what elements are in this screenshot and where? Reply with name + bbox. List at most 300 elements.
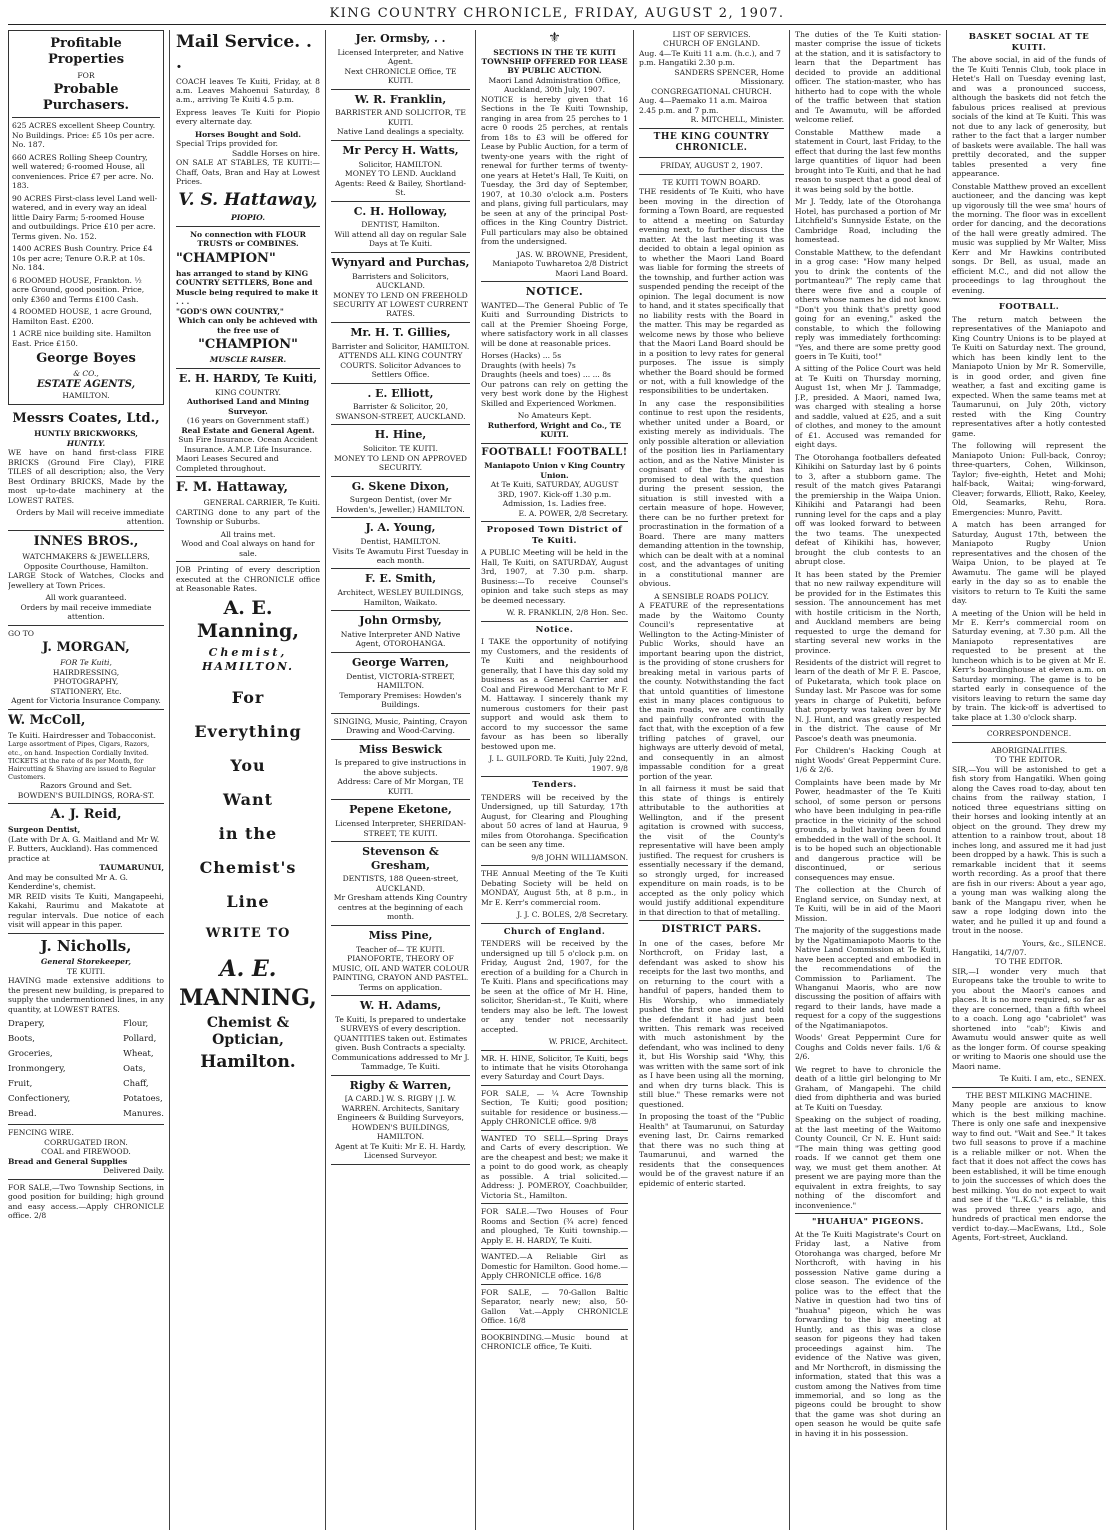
nicholls-text: HAVING made extensive additions to the present new building, is prepared to supply the undermentioned lines, in any quantity, at LOWEST RATES. [8, 976, 164, 1014]
card-name: George Warren, [352, 655, 449, 669]
reid-title: A. J. Reid, [50, 807, 122, 823]
article-paragraph: Constable Matthew, to the defendant in a grog case: "How many helped you to drink the contents of the portmanteau?" The reply came that there were five and a couple of others whose names he did not know. "Don't you think that's pretty good going for an evening," asked the constable, to which the following reply was immediately forthcoming: "Yes, and there are some pretty good goers in Te Kuiti, too!" [795, 247, 941, 361]
congregational-services: Aug. 4—Paemako 11 a.m. Mairoa 2.45 p.m. and 7 p.m. [639, 96, 768, 115]
basket-heading: BASKET SOCIAL AT TE KUITI. [968, 32, 1090, 53]
proposed-heading: Proposed Town District of Te Kuiti. [486, 525, 623, 546]
franklin-sig: W. R. FRANKLIN, 2/8 Hon. Sec. [506, 608, 628, 618]
article-paragraph: THE residents of Te Kuiti, who have been moving in the direction of forming a Town Board, are requested to attend a meeting on Saturday evening next, to further discuss the matter. At the last meeting it was decided to obtain a legal opinion as to whether the Maori Land Board was liable for forming the streets of the township, and further action was suspended pending the receipt of the opinion. The legal document is now to hand, and it states specifically that no liability rests with the Board in the matter. This may be regarded as welcome news by those who believe that the Maori Land Board should be in a position to levy rates for general purposes. The issue is simply whether the Board should be formed or not, with a full knowledge of the responsibilities to be undertaken. [639, 187, 784, 396]
divider [331, 568, 470, 569]
divider [331, 89, 470, 90]
article-paragraph: Many people are anxious to know which is the best milking machine. There is only one safe and inexpensive way to find out. "Wait and See." It takes two full seasons to prove if a machine is a reliable milker or not. When the fact that it does not affect the cows has been established, it will be time enough to join the successes of which does the best milking. You do not expect to wait and see if the "L.K.G." is reliable, this was proved three years ago, and hundreds of practical men endorse the verdict to-day.—MacEwans, Ltd., Sole Agents, Fort-street, Auckland. [952, 1100, 1106, 1243]
divider [639, 920, 784, 921]
article-paragraph: We regret to have to chronicle the death of a little girl belonging to Mr Graham, of Mangapehi. The child died from diphtheria and was buried at Te Kuiti on Tuesday. [795, 1064, 941, 1112]
divider [481, 621, 628, 622]
tenders-heading: Tenders. [532, 780, 577, 791]
fm-hattaway-carting: CARTING done to any part of the Township or Suburbs. [176, 507, 320, 527]
goods-list [8, 1017, 164, 1121]
column-rule [325, 30, 326, 1530]
boles-sig: J. J. C. BOLES, 2/8 Secretary. [517, 910, 628, 920]
manning-line: in the [218, 823, 278, 843]
milking-heading: THE BEST MILKING MACHINE. [965, 1090, 1093, 1100]
divider [176, 226, 320, 227]
sections-notice: NOTICE is hereby given that 16 Sections in the Te Kuiti Township, ranging in area from 25 perches to 1 acre 0 roods 25 perches, at rentals from 18s to £3 will be offered for Lease by Public Auction, for a term of twenty-one years with the right of renewal for further terms of twenty-one years at Hetet's Hall, Te Kuiti, on Tuesday, the 3rd day of September, 1907, at 10.30 o'clock a.m. Posters and plans, giving full particulars, may be seen at any of the principal Post-offices in the King Country District. Full particulars may also be obtained from the undersigned. [481, 94, 628, 247]
manning-name-2: MANNING, [179, 985, 317, 1012]
column-1 [8, 30, 164, 1530]
card-detail: Architect, WESLEY BUILDINGS, Hamilton, Waikato. [337, 588, 464, 607]
agent-town: HAMILTON. [62, 391, 110, 401]
crest-icon: ⚜ [548, 30, 561, 46]
article-paragraph: A match has been arranged for Saturday, August 17th, between the Maniapoto Rugby Union representatives and the chosen of the Waipa Union, to be played at Te Awamutu. The game will be played early in the day so as to enable the visitors to return to Te Kuiti the same day. [952, 520, 1106, 606]
divider [639, 157, 784, 158]
card-note: MONEY TO LEND ON APPROVED SECURITY. [334, 453, 467, 473]
reid-consult: And may be consulted Mr A. G. Kenderdine's, chemist. [8, 872, 128, 892]
article-paragraph: In proposing the toast of the "Public Health" at Taumarunui, on Saturday evening last, Dr. Cairns remarked that there was no such thing at Taumarunui, and warned the residents that the consequences would be of the gravest nature if an epidemic of enteric started. [639, 1112, 784, 1188]
divider [331, 739, 470, 740]
for-sale-sections: FOR SALE,—Two Township Sections, in good position for building; high ground and easy access.—Apply CHRONICLE office. 2/8 [8, 1182, 164, 1221]
column-3 [331, 30, 470, 1530]
goods-item: Ironmongery, [8, 1063, 66, 1074]
professional-card [331, 656, 470, 710]
guilford-sig: J. L. GUILFORD. Te Kuiti, July 22nd, 1907. 9/8 [489, 754, 628, 773]
column-rule [946, 30, 947, 1530]
price-line: Draughts (heels and toes) ... ... 8s [481, 370, 611, 380]
morgan-agent: Agent for Victoria Insurance Company. [11, 696, 161, 706]
divider [8, 1179, 164, 1180]
article-paragraph: Residents of the district will regret to learn of the death of Mr F. E. Pascoe, of Puketarata, which took place on Sunday last. Mr Pascoe was for some years in charge of Puketiti, before that property was taken over by Mr N. J. Hunt, and was greatly respected in the district. The cause of Mr Pascoe's death was pneumonia. [795, 658, 941, 743]
divider [952, 742, 1106, 743]
divider [331, 799, 470, 800]
divider [331, 201, 470, 202]
champion-title-2: "CHAMPION" [198, 337, 298, 353]
innes-orders: Orders by mail receive immediate attention. [20, 602, 152, 622]
manning-line: You [230, 755, 266, 775]
huahua-heading: "HUAHUA" PIGEONS. [812, 1217, 924, 1228]
divider [12, 117, 160, 118]
divider [8, 625, 164, 626]
divider [795, 1213, 941, 1214]
fm-hattaway-trains: All trains met. [220, 529, 276, 539]
card-detail: BARRISTER AND SOLICITOR, TE KUITI. [335, 108, 466, 127]
article-paragraph: At the Te Kuiti Magistrate's Court on Friday last, a Native from Otorohanga was charged, before Mr Northcroft, with having in his possession Native game during a close season. The evidence of the police was to the effect that the Native in question had two tins of "huahua" pigeon, which he was forwarding to the big meeting at Huntly, and as this was a close season for pigeons they had taken proceedings against him. The evidence of the Native was given, and Mr Northcroft, in dismissing the information, stated that this was a custom among the Natives from time immemorial, and so long as the pigeons could be brought to show that the game was shot during an open season he would be quite safe in having it in his possession. [795, 1229, 941, 1438]
spencer-sig: SANDERS SPENCER, Home Missionary. [674, 67, 784, 87]
professional-card [331, 845, 470, 922]
coe-services: Aug. 4—Te Kuiti 11 a.m. (h.c.), and 7 p.m. Hangatiki 2.30 p.m. [639, 48, 781, 68]
congregational-heading: CONGREGATIONAL CHURCH. [651, 86, 772, 96]
reid-history: (Late with Dr A. G. Maitland and Mr W. F. Butters, Auckland). Has commenced practice at [8, 834, 160, 863]
divider [8, 709, 164, 710]
divider [481, 1085, 628, 1086]
manning-line: Everything [194, 721, 302, 741]
manning-optician: Chemist & Optician, [206, 1014, 290, 1049]
article-paragraph: The above social, in aid of the funds of the Te Kuiti Tennis Club, took place in Hetet's Hall on Tuesday evening last, and was a pronounced success, although the baskets did not fetch the fabulous prices realised at previous socials of the kind at Te Kuiti. This was not due to any lack of generosity, but rather to the fact that a larger number of baskets were available. The hall was prettily decorated, and the supper tables presented a very fine appearance. [952, 55, 1106, 179]
goods-item: Wheat, [123, 1049, 154, 1060]
card-detail: Native Interpreter AND Native Agent, OTOROHANGA. [340, 629, 461, 649]
divider [176, 561, 320, 562]
innes-trade: WATCHMAKERS & JEWELLERS, [22, 552, 150, 562]
professional-card [331, 572, 470, 607]
nicholls-town: TE KUITI. [66, 966, 106, 976]
manning-town: HAMILTON. [201, 659, 295, 673]
to-editor: TO THE EDITOR. [995, 957, 1063, 967]
fm-hattaway-title: F. M. Hattaway, [176, 480, 289, 496]
card-detail: Solicitor, HAMILTON. [358, 159, 443, 169]
divider [331, 1164, 470, 1165]
divider [481, 1203, 628, 1204]
professional-card [331, 256, 470, 319]
column-2 [176, 30, 320, 1530]
coach-schedule: COACH leaves Te Kuiti, Friday, at 8 a.m. Leaves Mahoenui Saturday, 8 a.m., arriving Te Kuiti 4.5 p.m. [176, 76, 320, 105]
to-editor: TO THE EDITOR. [995, 755, 1063, 765]
no-amateurs: No Amateurs Kept. [517, 411, 592, 421]
silence-sig: Yours, &c., SILENCE. [1022, 938, 1106, 948]
column-rule [475, 30, 476, 1530]
browne-sig: JAS. W. BROWNE, President, Maniapoto Tuwharetoa 2/8 District Maori Land Board. [492, 249, 628, 278]
coates-orders: Orders by Mail will receive immediate attention. [16, 507, 164, 527]
manning-chemist: Chemist, [208, 646, 288, 660]
card-detail: [A CARD.] W. S. RIGBY | J. W. WARREN. Architects, Sanitary Engineers & Building Surveyors, HOWDEN'S BUILDINGS, HAMILTON. [337, 1094, 464, 1142]
card-note: ATTENDS ALL KING COUNTRY COURTS. Solicitor Advances to Settlers Office. [338, 351, 463, 380]
manning-line: Want [223, 789, 273, 809]
divider [331, 424, 470, 425]
mccoll-razors: Razors Ground and Set. [39, 781, 133, 791]
professional-card [331, 743, 470, 797]
price-sig: W. PRICE, Architect. [548, 1037, 628, 1047]
professional-card [331, 205, 470, 249]
goods-item: Boots, [8, 1034, 35, 1045]
paper-title: THE KING COUNTRY CHRONICLE. [653, 131, 770, 154]
coates-text: WE have on hand first-class FIRE BRICKS (Ground Fire Clay), FIRE TILES of all description; also, the Very Best Ordinary BRICKS, Made by the most up-to-date machinery at the LOWEST RATES. [8, 448, 164, 505]
divider [639, 174, 784, 175]
divider [331, 995, 470, 996]
card-name: W. H. Adams, [359, 999, 442, 1013]
bread-delivery: Delivered Daily. [103, 1166, 164, 1176]
goods-item: Oats, [123, 1063, 146, 1074]
wanted-to-sell-ad: WANTED TO SELL—Spring Drays and Carts of every description. We are the cheapest and best; we make it a point to do good work, as cheaply as possible. A trial solicited.—Address: J. POMEROY, Coachbuilder, Victoria St., Hamilton. [481, 1133, 628, 1200]
rutherford-sig: Rutherford, Wright and Co., TE KUITI. [487, 420, 622, 440]
article-paragraph: The duties of the Te Kuiti station-master comprise the issue of tickets at the station, and it is satisfactory to learn that the Department has decided to provide an additional officer. The station-master, who has hitherto had to cope with the whole of the traffic between that station and Te Awamutu, will be afforded welcome relief. [795, 30, 941, 125]
mitchell-sig: R. MITCHELL, Minister. [690, 115, 784, 125]
goods-item: Chaff, [123, 1078, 149, 1089]
agent-title: ESTATE AGENTS, [36, 378, 136, 390]
horses-line: Horses Bought and Sold. [194, 129, 302, 139]
card-name: Wynyard and Purchas, [331, 255, 470, 269]
divider [481, 865, 628, 866]
trips-line: Special Trips provided for. [176, 139, 278, 149]
manning-name: A. E. [219, 955, 277, 982]
champion-quote: "GOD'S OWN COUNTRY," [176, 306, 284, 316]
senex-sig: Te Kuiti. I am, etc., SENEX. [999, 1074, 1106, 1084]
divider [481, 443, 628, 444]
property-listing: 1 ACRE nice building site. Hamilton East. Price £150. [12, 329, 152, 348]
innes-title: INNES BROS., [33, 533, 139, 549]
card-note: Native Land dealings a specialty. [337, 127, 464, 137]
divider [481, 521, 628, 522]
no-connection: No connection with FLOUR TRUSTS or COMBINES. [190, 229, 306, 249]
card-note: Agent at Te Kuiti: Mr E. H. Hardy, Licensed Surveyor. [335, 1141, 466, 1161]
divider [481, 1130, 628, 1131]
letter-date: Hangatiki, 14/7/07. [952, 947, 1027, 957]
divider [331, 610, 470, 611]
professional-card [331, 32, 470, 86]
divider [176, 476, 320, 477]
power-sig: E. A. POWER, 2/8 Secretary. [518, 508, 628, 518]
property-listing: 660 ACRES Rolling Sheep Country, well watered; 6-roomed House, all conveniences. Price £7 per acre. No. 183. [12, 152, 154, 191]
professional-card [331, 999, 470, 1072]
divider [331, 383, 470, 384]
card-detail: Licensed Interpreter, SHERIDAN-STREET, TE KUITI. [335, 819, 466, 838]
article-paragraph: The following will represent the Maniapoto Union: Full-back, Conroy; three-quarters, Cohen, Wilkinson, Taylor; five-eighth, Hetet and Mohi; half-back, Waitai; wing-forward, Cleaver; forwards, Elliott, Rako, Keeley, Old, Seamarks, Rehu, Rora. Emergencies: Munro, Pavitt. [952, 441, 1106, 517]
services-heading: LIST OF SERVICES. [672, 30, 751, 39]
for-sale-ad: FOR SALE.—Two Houses of Four Rooms and Section (¾ acre) fenced and ploughed, Te Kuiti township.—Apply E. H. HARDY, Te Kuiti. [481, 1207, 628, 1245]
article-paragraph: Complaints have been made by Mr Power, headmaster of the Te Kuiti school, of some person or persons who have been indulging in pea-rifle practice in the vicinity of the school grounds, a bullet having been found embedded in the wall of the school. It is to be hoped such an objectionable and dangerous practice will be discontinued, or serious consequences may ensue. [795, 777, 941, 882]
divider [481, 923, 628, 924]
divider [176, 368, 320, 369]
divider [331, 252, 470, 253]
goods-item: Fruit, [8, 1078, 33, 1089]
professional-card [331, 803, 470, 838]
article-paragraph: In one of the cases, before Mr Northcroft, on Friday last, a defendant was asked to show his receipts for the last two months, and on returning to the court with a handful of papers, handed them to His Worship, who immediately pushed the first one aside and told the defendant it had just been written. This remark was received with much astonishment by the defendant, who was inclined to deny it, but His Worship said "Why, this was written with the same sort of ink as I have been using all the morning, and when dry turns black. This is still blue." These remarks were not questioned. [639, 938, 784, 1109]
divider [331, 476, 470, 477]
card-detail: Te Kuiti, Is prepared to undertake SURVEYS of every description. [334, 1014, 467, 1034]
fm-hattaway-wood: Wood and Coal always on hand for sale. [181, 539, 315, 558]
article-paragraph: A meeting of the Union will be held in Mr E. Kerr's commercial room on Saturday evening, at 7.30 p.m. All the Maniapoto representatives are requested to be present at the luncheon which is to be given at Mr E. Kerr's boardinghouse at eleven a.m. on Saturday morning. The game is to be started early in consequence of the visitors leaving to return the same day by train. The kick-off is advertised to take place at 1.30 o'clock sharp. [952, 608, 1106, 722]
divider [331, 1075, 470, 1076]
property-listing: 625 ACRES excellent Sheep Country. No Buildings. Price: £5 10s per acre. No. 187. [12, 121, 156, 150]
column-7 [952, 30, 1106, 1530]
card-note: Temporary Premises: Howden's Buildings. [339, 690, 462, 710]
nicholls-role: General Storekeeper, [40, 957, 132, 967]
card-note: Visits Te Awamutu First Tuesday in each month. [332, 546, 469, 565]
card-detail: Barrister and Solicitor, HAMILTON. [331, 341, 470, 351]
card-name: Rigby & Warren, [349, 1078, 452, 1092]
article-paragraph: In any case the responsibilities continue to rest upon the residents, whether united under a Board, or existing merely as individuals. The only possible alteration or alleviation of the position lies in Parliamentary action, and as the Native Minister is cognisant of the facts, and has promised to deal with the question during the present session, the situation is still invested with a certain measure of hope. However, there can be no further pretext for procrastination in the formation of a Board. There are many matters demanding attention in the township, which can be dealt with at a nominal cost, and the advantages of uniting in a constitutional manner are obvious. [639, 398, 784, 589]
professional-card [331, 717, 470, 736]
divider [952, 1087, 1106, 1088]
correspondence-heading: CORRESPONDENCE. [986, 729, 1072, 739]
reid-role: Surgeon Dentist, [8, 825, 81, 835]
guilford-notice: I TAKE the opportunity of notifying my Customers, and the residents of Te Kuiti and neighbourhood generally, that I have this day sold my business as a General Carrier and Coal and Firewood Merchant to Mr F. M. Hattaway. I sincerely thank my numerous customers for their past support and would ask them to accord to my successor the same favour as has been so liberally bestowed upon me. [481, 637, 628, 751]
hardy-leases: Maori Leases Secured and Completed throughout. [176, 454, 279, 473]
district-pars-heading: DISTRICT PARS. [661, 924, 762, 936]
hardy-region: KING COUNTRY. [215, 387, 281, 397]
properties-title: Profitable Properties [47, 36, 125, 68]
paper-date: FRIDAY, AUGUST 2, 1907. [660, 161, 763, 171]
divider [331, 140, 470, 141]
card-note: MONEY TO LEND. Auckland Agents: Reed & Bailey, Shortland-St. [335, 169, 466, 198]
manning-hamilton: Hamilton. [200, 1051, 296, 1072]
shoeing-patrons: Our patrons can rely on getting the very best work done by the Highest Skilled and Experienced Workmen. [481, 379, 628, 408]
card-name: J. A. Young, [365, 521, 436, 535]
article-paragraph: The return match between the representatives of the Maniapoto and King Country Unions is to be played at Te Kuiti on Saturday next. The ground, which has been kindly lent to the Maniapoto Union by Mr R. Somerville, is in good order, and given fine weather, a fast and exciting game is expected. When the same teams met at Taumarunui, on July 20th, victory rested with the King Country representatives after a hotly contested game. [952, 314, 1106, 438]
mccoll-address: BOWDEN'S BUILDINGS, RORA-ST. [17, 790, 155, 800]
divider [331, 517, 470, 518]
hattaway-title: V. S. Hattaway, [178, 189, 318, 210]
divider [331, 322, 470, 323]
goods-item: Groceries, [8, 1049, 53, 1060]
card-name: Miss Beswick [358, 742, 443, 756]
reid-town: TAUMARUNUI, [99, 863, 164, 873]
hardy-title: E. H. HARDY, Te Kuiti, [178, 371, 318, 385]
tenders-text: TENDERS will be received by the Undersigned, up till Saturday, 17th August, for Clearing and Ploughing about 50 acres of land at Haurua, 9 miles from Otorohanga. Specification can be seen any time. [481, 792, 628, 850]
job-printing: JOB Printing of every description executed at the CHRONICLE office at Reasonable Rates. [176, 565, 320, 594]
football-heading-2: FOOTBALL. [998, 302, 1060, 313]
aboriginalities-heading: ABORIGINALITIES. [990, 745, 1068, 755]
hardy-staff: (16 years on Government staff.) [186, 416, 310, 426]
card-detail: DENTIST, Hamilton. [361, 220, 440, 230]
divider [952, 298, 1106, 299]
mccoll-title: W. McColl, [8, 712, 86, 728]
card-detail: Dentist, HAMILTON. [360, 537, 441, 547]
price-line: Draughts (with heels) 7s [481, 360, 576, 370]
champion-title: "CHAMPION" [176, 250, 276, 266]
professional-card [331, 521, 470, 565]
morgan-for: FOR Te Kuiti, [60, 658, 112, 668]
williamson-sig: 9/8 JOHN WILLIAMSON. [531, 852, 628, 862]
board-heading: TE KUITI TOWN BOARD. [662, 177, 761, 187]
card-note: Terms on application. [358, 982, 443, 992]
card-detail: Solicitor. TE KUITI. [363, 444, 438, 454]
card-name: Mr Percy H. Watts, [342, 143, 459, 157]
article-paragraph: The Otorohanga footballers defeated Kihikihi on Saturday last by 6 points to 3, after a stubborn game. The result of the match gives Patarangi the premiership in the Waipa Union. Kihikihi and Patarangi had been running level for the caps and a play off was looked forward to between the two teams. The unexpected defeat of Kihikihi has, however, brought the club contests to an abrupt close. [795, 452, 941, 567]
morgan-line: PHOTOGRAPHY, [53, 677, 119, 687]
corrugated-iron: CORRUGATED IRON. [44, 1137, 128, 1147]
card-name: Stevenson & Gresham, [362, 844, 439, 872]
professional-card [331, 428, 470, 472]
article-paragraph: A FEATURE of the representations made by the Waitomo County Council's representative at Wellington to the Acting-Minister of Public Works, should have an important bearing upon the district, is the providing of stone crushers for breaking metal in various parts of the county. Notwithstanding the fact that untold quantities of limestone exist in many places contiguous to the main roads, we are continually and painfully confronted with the fact that, with the exception of a few trifling patches of gravel, our highways are utterly devoid of metal, and consequently in an almost impassable condition for a great portion of the year. [639, 601, 784, 781]
fm-hattaway-role: GENERAL CARRIER, Te Kuiti. [203, 498, 320, 508]
maori-office: Maori Land Administration Office, Auckland, 30th July, 1907. [488, 75, 621, 95]
article-paragraph: A sitting of the Police Court was held at Te Kuiti on Thursday morning, August 1st, when Mr J. Tammadge, J.P., presided. A Maori, named Iwa, was charged with stealing a horse and saddle, valued at £25, and a suit of clothes, and money to the amount of £1. Accused was remanded for eight days. [795, 364, 941, 450]
card-name: C. H. Holloway, [353, 204, 448, 218]
divider [8, 530, 164, 531]
card-note: Next CHRONICLE Office, TE KUITI. [344, 66, 457, 86]
article-paragraph: Mr J. Teddy, late of the Otorohanga Hotel, has purchased a portion of Mr Litchfield's Sunnyside Estate, on the Cambridge Road, including the homestead. [795, 197, 941, 245]
stables-sale: ON SALE AT STABLES, TE KUITI:—Chaff, Oats, Bran and Hay at Lowest Prices. [176, 158, 320, 187]
divider [481, 1284, 628, 1285]
innes-text: LARGE Stock of Watches, Clocks and Jewellery at Town Prices. [8, 571, 164, 590]
innes-address: Opposite Courthouse, Hamilton. [23, 561, 149, 571]
article-paragraph: Constable Matthew made a statement in Court, last Friday, to the effect that during the last few months large quantities of liquor had been brought into Te Kuiti, and that he had reason to suspect that a good deal of it was being sold by the bottle. [795, 127, 941, 194]
divider [481, 1050, 628, 1051]
goods-item: Flour, [123, 1019, 149, 1030]
column-rule [789, 30, 790, 1530]
property-listing: 4 ROOMED HOUSE, 1 acre Ground, Hamilton East. £200. [12, 307, 152, 326]
article-paragraph: Constable Matthew proved an excellent auctioneer, and the dancing was kept up vigorously till the wee sma' hours of the morning. The floor was in excellent order for dancing, and the decorations of the hall were greatly admired. The music was supplied by Mr Walter, Miss Kerr and Mr Hawkins contributed songs. Dr Bell, as usual, made an efficient M.C., and did not allow the proceedings to lag throughout the evening. [952, 181, 1106, 295]
wanted-ad: WANTED.—A Reliable Girl as Domestic for Hamilton. Good home.—Apply CHRONICLE office. 16/8 [481, 1252, 628, 1281]
divider [331, 713, 470, 714]
goods-item: Manures. [123, 1108, 164, 1119]
card-name: John Ormsby, [359, 614, 442, 628]
professional-card [331, 326, 470, 380]
for-sale-ad: FOR SALE, — 70-Gallon Baltic Separator, nearly new; also, 50-Gallon Vat.—Apply CHRONICLE Office. 16/8 [481, 1287, 628, 1326]
professional-card [331, 144, 470, 198]
express-schedule: Express leaves Te Kuiti for Piopio every alternate day. [176, 107, 320, 127]
card-detail: Is prepared to give instructions in the above subjects. [334, 758, 467, 777]
price-line: Horses (Hacks) ... 5s [481, 351, 562, 361]
goods-item: Drapery, [8, 1019, 45, 1030]
property-listing: 90 ACRES First-class level Land well-watered, and in every way an ideal little Dairy Farm; 5-roomed House and outbuildings. Price £10 per acre. Terms given. No. 152. [12, 193, 158, 241]
article-paragraph: Woods' Great Peppermint Cure for Coughs and Colds never fails. 1/6 & 2/6. [795, 1033, 941, 1062]
agent-name: George Boyes [36, 351, 136, 367]
morgan-line: STATIONERY, Etc. [50, 686, 122, 696]
fencing-wire: FENCING WIRE. [8, 1128, 74, 1138]
champion-text: has arranged to stand by KING COUNTRY SETTLERS, Bone and Muscle being required to make it . . . [176, 268, 319, 307]
letter-paragraph: SIR,—You will be astonished to get a fish story from Hangatiki. When going along the Caves road to-day, about ten chains from the railway station, I noticed three equestrians sitting on their horses and looking intently at an object on the ground. They drew my attention to a rainbow trout, about 18 inches long, and assured me it had just been dropped by a hawk. This is such a remarkable incident that it seems worth recording. As a proof that there are fish in our rivers: About a year ago, a young man was walking along the bank of the Mangapu river, when he saw a rope lodging down into the water, and he pulled it up and found a trout in the noose. [952, 764, 1106, 936]
goods-item: Pollard, [123, 1034, 157, 1045]
coe-heading: CHURCH OF ENGLAND. [663, 39, 760, 49]
card-note: Address: Care of Mr Morgan, TE KUITI. [337, 777, 464, 796]
masthead-rule [8, 24, 1106, 25]
morgan-line: HAIRDRESSING, [52, 667, 120, 677]
card-name: G. Skene Dixon, [351, 479, 450, 493]
properties-ad [8, 30, 164, 405]
card-detail: DENTISTS, 188 Queen-street, AUCKLAND. [342, 874, 459, 893]
football-heading: FOOTBALL! FOOTBALL! [481, 446, 628, 458]
card-name: F. E. Smith, [364, 572, 437, 586]
for-sale-ad: FOR SALE, — ¼ Acre Township Section, Te Kuiti; good position; suitable for residence or business.—Apply CHRONICLE office. 9/8 [481, 1088, 628, 1127]
article-paragraph: Speaking on the subject of roading, at the last meeting of the Waitomo County Council, Cr N. E. Hunt said: "The main thing was getting good roads. If we cannot get them one way, we must get them another. At present we are paying more than the equivalent in extra freights, to say nothing of the discomfort and inconvenience." [795, 1115, 941, 1210]
professional-card [331, 614, 470, 649]
article-paragraph: The majority of the suggestions made by the Ngatimaniapoto Maoris to the Native Land Commission at Te Kuiti, have been accepted and embodied in the recommendations of the Commission to Parliament. The Whanganui Maoris, who are now discussing the position of affairs with regard to their lands, have made a request for a copy of the suggestions of the Ngatimaniapotos. [795, 926, 941, 1030]
roads-heading: A SENSIBLE ROADS POLICY. [654, 591, 769, 601]
properties-subtitle: Probable Purchasers. [42, 81, 130, 114]
column-5 [639, 30, 784, 1530]
divider [481, 1329, 628, 1330]
professional-card [331, 929, 470, 992]
coates-town: HUNTLY. [66, 438, 106, 448]
article-paragraph: In all fairness it must be said that this state of things is entirely attributable to the authorities at Wellington, and if the present agitation is crowned with success, the visit of the County's representative will have been amply justified. The request for crushers is essentially necessary if the demand, so strongly urged, for increased expenditure on main roads, is to be accepted as the only policy which would justify additional expenditure in that direction to that of metalling. [639, 784, 784, 917]
divider [8, 933, 164, 934]
card-name: . E. Elliott, [367, 386, 434, 400]
card-name: H. Hine, [374, 428, 427, 442]
article-paragraph: For Children's Hacking Cough at night Woods' Great Peppermint Cure. 1/6 & 2/6. [795, 746, 941, 775]
card-note: Mr Gresham attends King Country centres at the beginning of each month. [333, 893, 468, 922]
divider [8, 1124, 164, 1125]
article-paragraph: It has been stated by the Premier that no new railway expenditure will be provided for in the Estimates this session. The announcement has met with hostile criticism in the North, and Auckland members are being requested to urge the demand for starting several new works in the province. [795, 569, 941, 655]
card-name: Mr. H. T. Gillies, [350, 325, 451, 339]
manning-line: Chemist's [199, 857, 297, 877]
manning-line: For [231, 687, 265, 707]
goods-item: Confectionery, [8, 1093, 71, 1104]
hardy-agent: Real Estate and General Agent. [181, 425, 315, 435]
card-name: Pepene Eketone, [349, 803, 452, 817]
champion-product: MUSCLE RAISER. [209, 355, 287, 365]
professional-card [331, 387, 470, 422]
divider [331, 652, 470, 653]
coates-title: Messrs Coates, Ltd., [12, 410, 160, 426]
morgan-goto: GO TO [8, 628, 34, 638]
properties-for: FOR [77, 70, 95, 80]
manning-line: WRITE TO [205, 925, 291, 941]
champion-text-2: Which can only be achieved with the free use of [178, 316, 318, 335]
card-note: Will attend all day on regular Sale Days at Te Kuiti. [334, 229, 467, 249]
public-meeting: A PUBLIC Meeting will be held in the Hall, Te Kuiti, on SATURDAY, August 3rd, 1907, at 7.30 p.m. sharp. Business:—To receive Counsel's opinion and take such steps as may be deemed necessary. [481, 548, 628, 605]
card-name: W. R. Franklin, [354, 92, 447, 106]
column-rule [633, 30, 634, 1530]
football-admission: Admission, 1s. Ladies free. [502, 499, 607, 509]
manning-line: Line [226, 891, 270, 911]
manning-title: A. E. Manning, [197, 596, 299, 643]
mccoll-trade: Te Kuiti. Hairdresser and Tobacconist. [8, 731, 156, 740]
card-detail: Barrister & Solicitor, 20, SWANSON-STREET, AUCKLAND. [335, 402, 466, 421]
divider [639, 128, 784, 129]
saddle-line: Saddle Horses on hire. [231, 148, 320, 158]
shoeing-wanted: WANTED—The General Public of Te Kuiti and Surrounding Districts to call at the Premier Shoeing Forge, where satisfactory work in all classes will be done at reasonable prices. [481, 300, 628, 348]
football-details: At Te Kuiti, SATURDAY, AUGUST 3RD, 1907. Kick-off 1.30 p.m. [490, 480, 619, 499]
mail-service-title: Mail Service. . . [176, 32, 312, 74]
notice-heading-2: Notice. [535, 624, 574, 635]
card-name: Miss Pine, [368, 928, 433, 942]
